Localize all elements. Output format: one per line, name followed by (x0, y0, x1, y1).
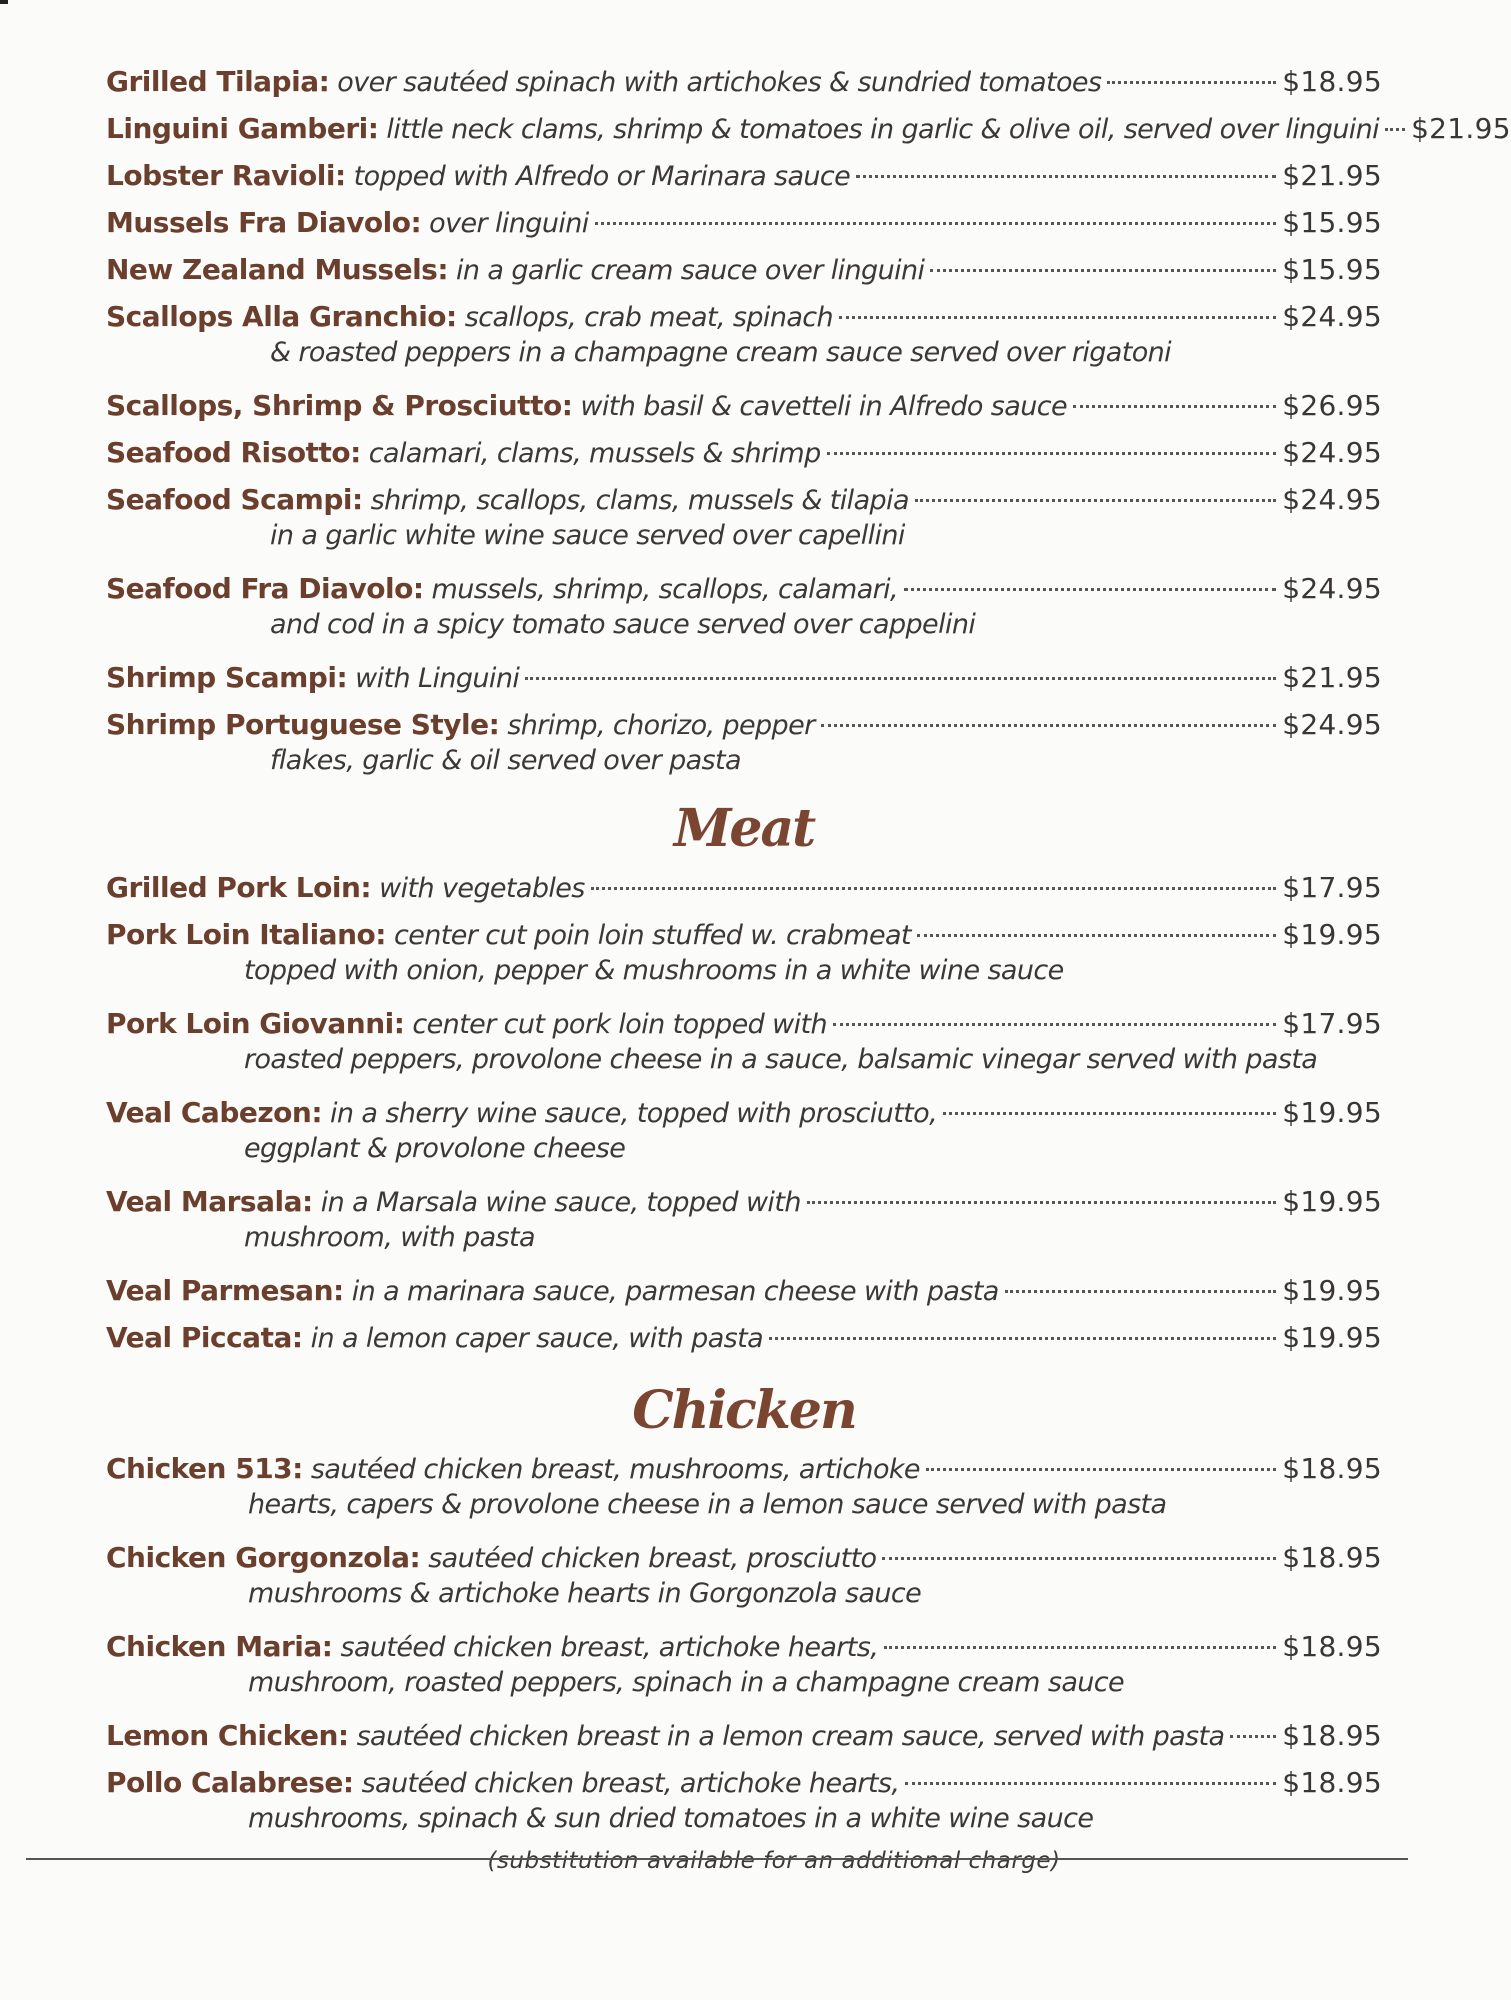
dish-name: Shrimp Portuguese Style: (106, 708, 500, 741)
dish-price: $18.95 (1282, 1766, 1382, 1799)
dish-price: $24.95 (1282, 708, 1382, 741)
dish-description-continued: & roasted peppers in a champagne cream sauce served over rigatoni (270, 337, 1172, 368)
dish-name: Seafood Risotto: (106, 436, 361, 469)
menu-item-row (106, 911, 1382, 958)
dish-name: Chicken Gorgonzola: (106, 1541, 421, 1574)
dot-leader (882, 1557, 1276, 1560)
dish-description: sautéed chicken breast, mushrooms, artichoke (310, 1454, 920, 1485)
menu-item (106, 293, 1382, 372)
dish-description: in a Marsala wine sauce, topped with (320, 1187, 801, 1218)
dish-description-continued: in a garlic white wine sauce served over capellini (270, 520, 905, 551)
dish-name: Pork Loin Italiano: (106, 918, 386, 951)
menu-item (106, 1267, 1382, 1314)
dish-description: scallops, crab meat, spinach (464, 302, 834, 333)
menu-item (106, 58, 1382, 105)
dot-leader (1005, 1290, 1277, 1293)
dish-price: $24.95 (1282, 483, 1382, 516)
dish-description-continued: mushrooms & artichoke hearts in Gorgonzola sauce (248, 1578, 922, 1609)
dish-price: $21.95 (1282, 661, 1382, 694)
dish-name: Seafood Scampi: (106, 483, 363, 516)
dish-name: Seafood Fra Diavolo: (106, 572, 424, 605)
dot-leader (905, 1782, 1276, 1785)
dot-leader (1230, 1735, 1276, 1738)
dish-description: sautéed chicken breast, prosciutto (428, 1543, 877, 1574)
menu-item (106, 1759, 1382, 1838)
dish-price: $17.95 (1282, 871, 1382, 904)
menu-item (106, 429, 1382, 476)
menu-item-row (106, 476, 1382, 523)
menu-content (106, 58, 1511, 1874)
dish-price: $24.95 (1282, 572, 1382, 605)
dot-leader (769, 1337, 1276, 1340)
dish-description-continued: flakes, garlic & oil served over pasta (270, 745, 741, 776)
dish-description: in a sherry wine sauce, topped with prosciutto, (330, 1098, 938, 1129)
dish-name: Veal Piccata: (106, 1321, 303, 1354)
menu-item-row (106, 429, 1382, 476)
dot-leader (1073, 405, 1276, 408)
dot-leader (591, 887, 1276, 890)
menu-item (106, 1534, 1382, 1613)
dish-description: sautéed chicken breast in a lemon cream sauce, served with pasta (356, 1721, 1225, 1752)
menu-item-row (106, 1089, 1382, 1136)
menu-item (106, 654, 1382, 701)
menu-item-row (106, 1534, 1382, 1581)
menu-item (106, 382, 1382, 429)
menu-item-row (106, 199, 1382, 246)
dish-price: $17.95 (1282, 1007, 1382, 1040)
menu-item-row (106, 246, 1382, 293)
dish-price: $21.95 (1282, 159, 1382, 192)
menu-item (106, 476, 1382, 555)
dish-description: with Linguini (355, 663, 520, 694)
menu-item (106, 1178, 1382, 1257)
menu-item-row (106, 382, 1382, 429)
dish-name: Grilled Tilapia: (106, 65, 330, 98)
dish-price: $19.95 (1282, 1321, 1382, 1354)
menu-item (106, 246, 1382, 293)
menu-item (106, 864, 1382, 911)
page-bottom-rule (26, 1858, 1408, 1860)
menu-item (106, 1314, 1382, 1361)
menu-item-row (106, 701, 1382, 748)
dish-description: in a garlic cream sauce over linguini (456, 255, 925, 286)
dish-description: in a lemon caper sauce, with pasta (310, 1323, 764, 1354)
dish-description-continued: hearts, capers & provolone cheese in a lemon sauce served with pasta (248, 1489, 1167, 1520)
dish-price: $26.95 (1282, 389, 1382, 422)
dish-price: $21.95 (1411, 112, 1511, 145)
dish-description: center cut pork loin topped with (412, 1009, 827, 1040)
menu-item-row (106, 58, 1382, 105)
menu-item (106, 199, 1382, 246)
dish-price: $19.95 (1282, 1096, 1382, 1129)
dish-price: $18.95 (1282, 1630, 1382, 1663)
dish-name: Grilled Pork Loin: (106, 871, 372, 904)
menu-item-row (106, 1623, 1382, 1670)
menu-item-row (106, 1000, 1382, 1047)
menu-item-row (106, 293, 1382, 340)
dot-leader (856, 175, 1276, 178)
menu-item-row (106, 1267, 1382, 1314)
dot-leader (904, 588, 1276, 591)
dish-name: Pollo Calabrese: (106, 1766, 354, 1799)
menu-item-row (106, 1178, 1382, 1225)
dish-description: over sautéed spinach with artichokes & sundried tomatoes (337, 67, 1102, 98)
dot-leader (1107, 81, 1276, 84)
menu-item (106, 1089, 1382, 1168)
dish-price: $24.95 (1282, 300, 1382, 333)
dish-description: over linguini (429, 208, 589, 239)
menu-item-row (106, 152, 1382, 199)
dish-description-continued: and cod in a spicy tomato sauce served over cappelini (270, 609, 976, 640)
menu-item (106, 105, 1511, 152)
menu-item (106, 911, 1382, 990)
menu-item (106, 1000, 1382, 1079)
dish-description-continued: topped with onion, pepper & mushrooms in a white wine sauce (244, 955, 1064, 986)
dot-leader (827, 452, 1277, 455)
dot-leader (839, 316, 1276, 319)
dish-description: with vegetables (379, 873, 585, 904)
dish-name: Scallops, Shrimp & Prosciutto: (106, 389, 573, 422)
menu-item-row (106, 864, 1382, 911)
dot-leader (917, 934, 1276, 937)
dish-description-continued: mushrooms, spinach & sun dried tomatoes in a white wine sauce (248, 1803, 1094, 1834)
menu-item-row (106, 565, 1382, 612)
dish-price: $15.95 (1282, 253, 1382, 286)
menu-item-row (106, 1712, 1382, 1759)
dish-name: Linguini Gamberi: (106, 112, 379, 145)
dish-price: $15.95 (1282, 206, 1382, 239)
dish-description: shrimp, scallops, clams, mussels & tilapia (370, 485, 909, 516)
dish-name: Chicken Maria: (106, 1630, 333, 1663)
substitution-note: (substitution available for an additional charge) (487, 1848, 1061, 1874)
menu-section-meat (106, 794, 1382, 1361)
dish-name: Mussels Fra Diavolo: (106, 206, 422, 239)
dot-leader (525, 677, 1276, 680)
menu-item-row (106, 1445, 1382, 1492)
dish-name: Pork Loin Giovanni: (106, 1007, 405, 1040)
dish-description: center cut poin loin stuffed w. crabmeat (393, 920, 911, 951)
menu-item-row (106, 105, 1511, 152)
dish-name: Chicken 513: (106, 1452, 303, 1485)
menu-item (106, 1712, 1382, 1759)
dish-description: mussels, shrimp, scallops, calamari, (431, 574, 899, 605)
dish-price: $19.95 (1282, 1185, 1382, 1218)
dish-description: little neck clams, shrimp & tomatoes in garlic & olive oil, served over linguini (386, 114, 1380, 145)
dot-leader (930, 269, 1276, 272)
section-heading-meat: Meat (673, 798, 815, 859)
menu-item (106, 1623, 1382, 1702)
dish-description: shrimp, chorizo, pepper (507, 710, 815, 741)
dish-description-continued: mushroom, roasted peppers, spinach in a champagne cream sauce (248, 1667, 1125, 1698)
dish-name: New Zealand Mussels: (106, 253, 449, 286)
dot-leader (884, 1646, 1276, 1649)
dish-description-continued: eggplant & provolone cheese (244, 1133, 626, 1164)
menu-item (106, 152, 1382, 199)
menu-section-chicken (106, 1377, 1382, 1838)
dish-name: Lobster Ravioli: (106, 159, 346, 192)
section-heading-chicken: Chicken (632, 1380, 856, 1441)
dot-leader (595, 222, 1277, 225)
dish-name: Scallops Alla Granchio: (106, 300, 457, 333)
dish-name: Veal Parmesan: (106, 1274, 344, 1307)
dish-description: sautéed chicken breast, artichoke hearts, (340, 1632, 879, 1663)
dot-leader (807, 1201, 1276, 1204)
dish-price: $18.95 (1282, 65, 1382, 98)
dot-leader (915, 499, 1276, 502)
dish-price: $24.95 (1282, 436, 1382, 469)
dot-leader (1385, 128, 1405, 131)
menu-item (106, 701, 1382, 780)
dish-description-continued: mushroom, with pasta (244, 1222, 535, 1253)
menu-section-seafood (106, 58, 1511, 780)
dish-description: calamari, clams, mussels & shrimp (368, 438, 821, 469)
dot-leader (821, 724, 1277, 727)
dot-leader (943, 1112, 1276, 1115)
dot-leader (833, 1023, 1276, 1026)
dot-leader (926, 1468, 1276, 1471)
dish-name: Lemon Chicken: (106, 1719, 349, 1752)
dish-name: Veal Marsala: (106, 1185, 313, 1218)
menu-item-row (106, 1759, 1382, 1806)
dish-name: Veal Cabezon: (106, 1096, 323, 1129)
dish-description: topped with Alfredo or Marinara sauce (353, 161, 851, 192)
dish-price: $18.95 (1282, 1452, 1382, 1485)
dish-description: in a marinara sauce, parmesan cheese with pasta (351, 1276, 999, 1307)
dish-description: with basil & cavetteli in Alfredo sauce (580, 391, 1067, 422)
dish-description-continued: roasted peppers, provolone cheese in a sauce, balsamic vinegar served with pasta (244, 1044, 1318, 1075)
menu-item-row (106, 654, 1382, 701)
dish-name: Shrimp Scampi: (106, 661, 348, 694)
dish-description: sautéed chicken breast, artichoke hearts, (361, 1768, 900, 1799)
scan-corner-mark (0, 0, 8, 4)
menu-item (106, 1445, 1382, 1524)
dish-price: $19.95 (1282, 918, 1382, 951)
dish-price: $18.95 (1282, 1719, 1382, 1752)
menu-item (106, 565, 1382, 644)
dish-price: $19.95 (1282, 1274, 1382, 1307)
dish-price: $18.95 (1282, 1541, 1382, 1574)
menu-item-row (106, 1314, 1382, 1361)
